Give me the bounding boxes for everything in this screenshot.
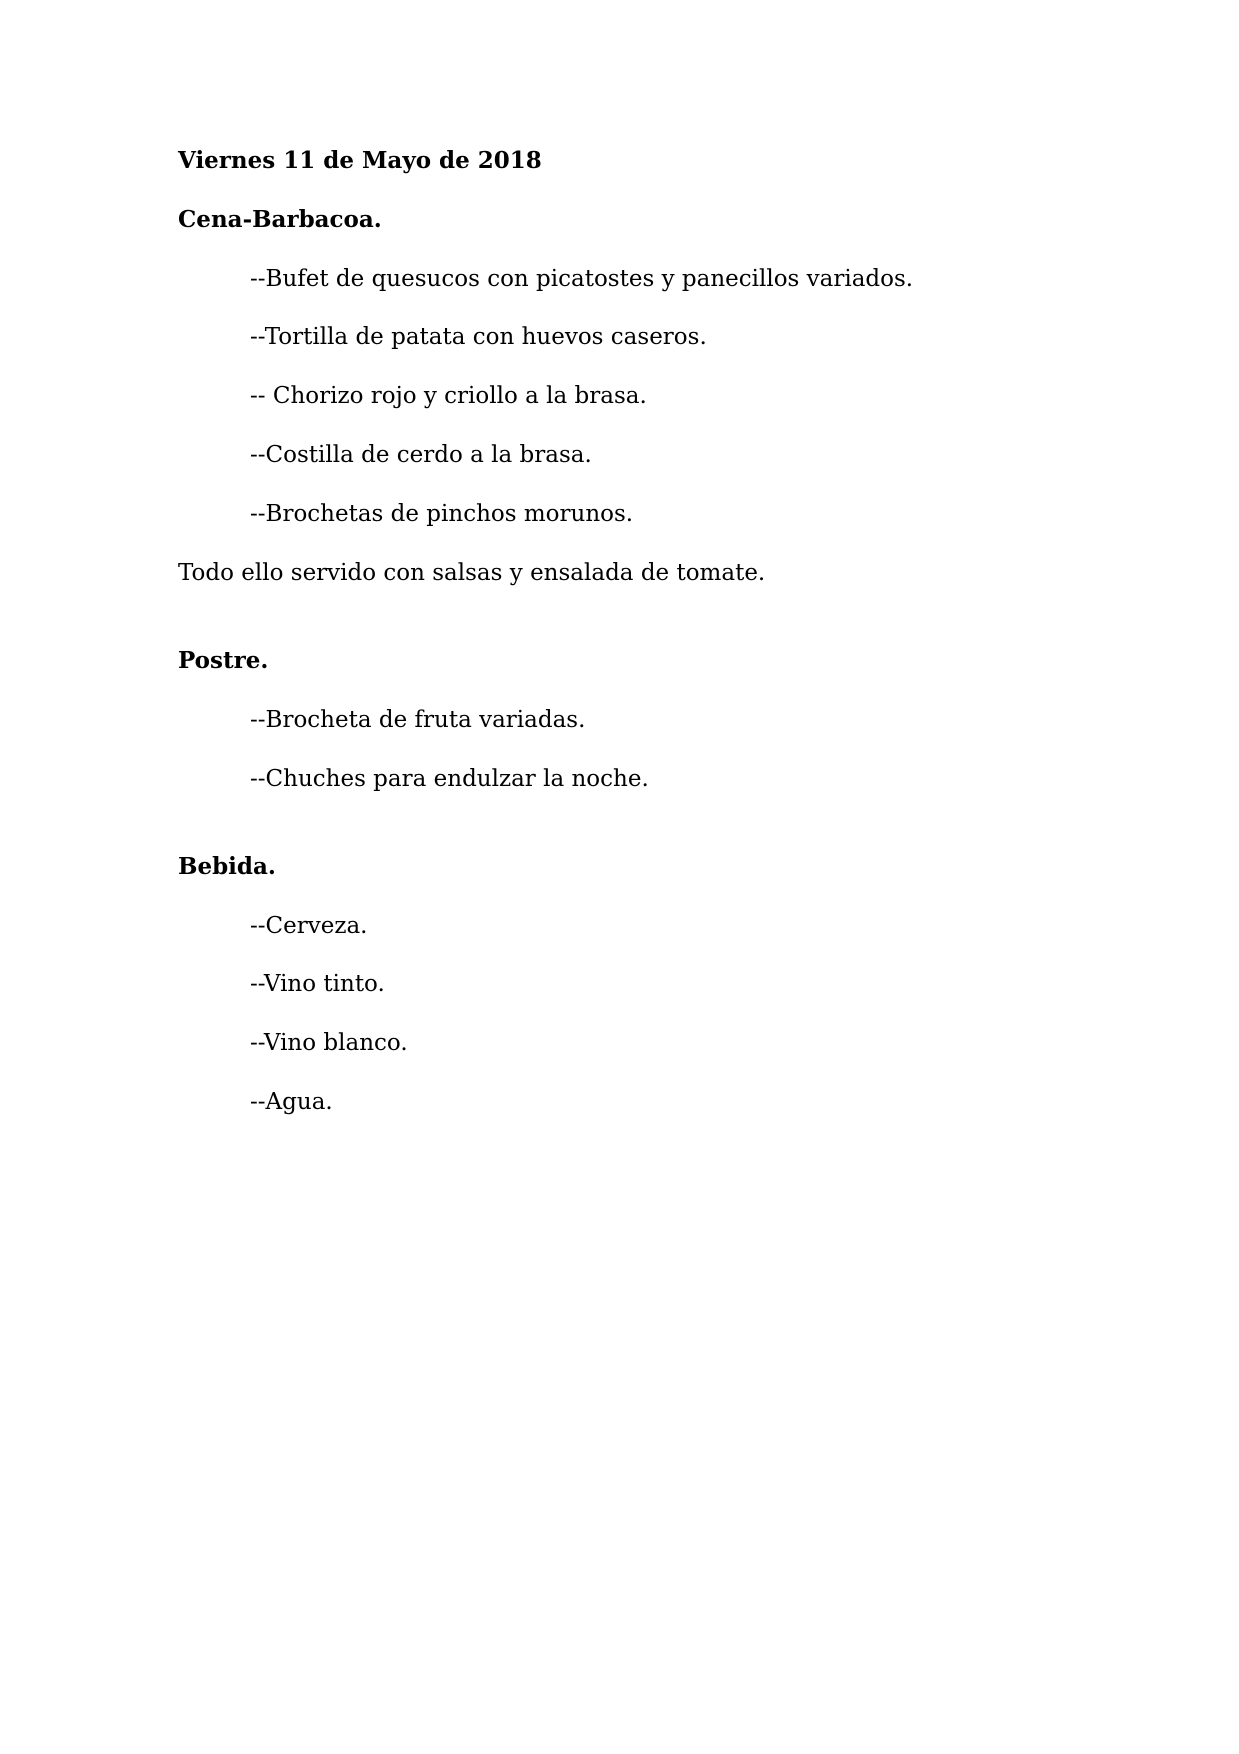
dinner-item: --Brochetas de pinchos morunos. bbox=[250, 501, 634, 527]
dinner-heading: Cena-Barbacoa. bbox=[178, 206, 382, 233]
dinner-item: --Costilla de cerdo a la brasa. bbox=[250, 442, 592, 468]
dessert-item: --Brocheta de fruta variadas. bbox=[250, 707, 586, 733]
dinner-note: Todo ello servido con salsas y ensalada de tomate. bbox=[178, 560, 766, 586]
dessert-item: --Chuches para endulzar la noche. bbox=[250, 766, 649, 792]
drinks-item: --Vino blanco. bbox=[250, 1030, 408, 1056]
drinks-heading: Bebida. bbox=[178, 853, 276, 880]
dessert-heading: Postre. bbox=[178, 647, 269, 674]
drinks-item: --Cerveza. bbox=[250, 913, 368, 939]
dinner-item: -- Chorizo rojo y criollo a la brasa. bbox=[250, 383, 647, 409]
dinner-item: --Bufet de quesucos con picatostes y panecillos variados. bbox=[250, 266, 914, 292]
drinks-item: --Vino tinto. bbox=[250, 971, 385, 997]
dinner-item: --Tortilla de patata con huevos caseros. bbox=[250, 324, 707, 350]
drinks-item: --Agua. bbox=[250, 1089, 333, 1115]
date-heading: Viernes 11 de Mayo de 2018 bbox=[178, 147, 542, 174]
